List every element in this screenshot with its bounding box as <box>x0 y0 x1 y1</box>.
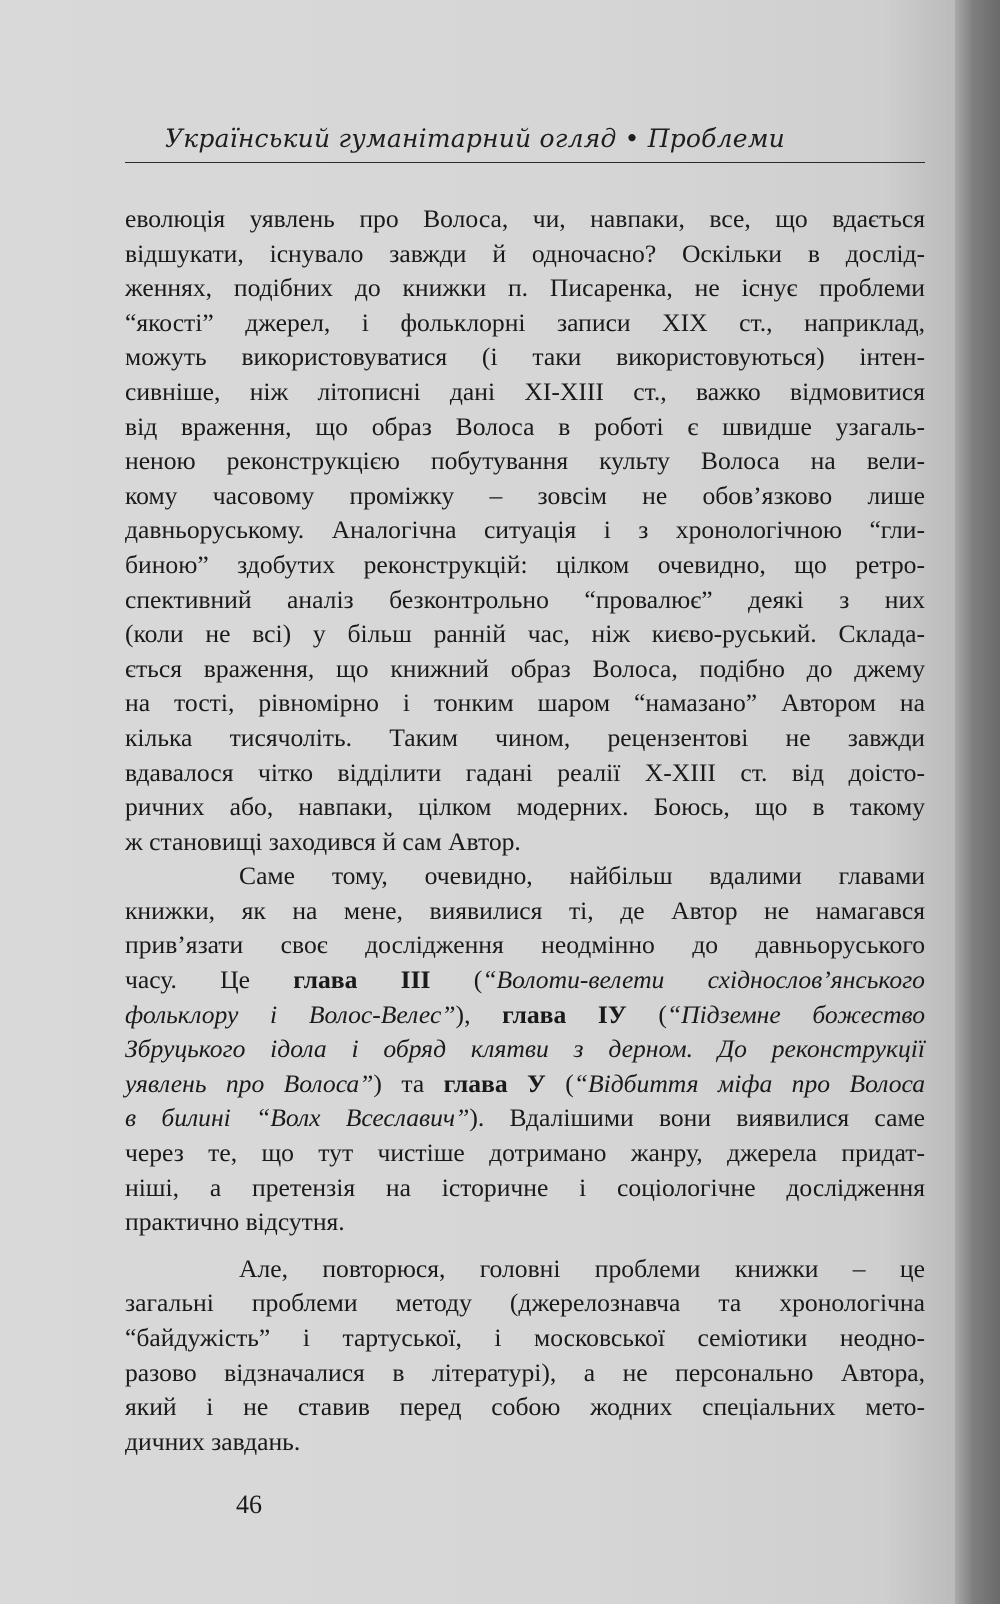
running-title: Український гуманітарний огляд • Проблеми <box>164 124 785 153</box>
text-line: через те, що тут чистіше дотримано жанру, джерела придат- <box>125 1138 925 1168</box>
text-run: часу. Це <box>125 965 294 995</box>
text-line: Але, повторюся, головні проблеми книжки – це <box>239 1253 925 1283</box>
text-line: кілька тисячоліть. Таким чином, рецензентові не завжди <box>125 722 925 752</box>
text-line: можуть використовуватися (і таки використовуються) інтен- <box>125 342 925 372</box>
text-line: ричних або, навпаки, цілком модерних. Боюсь, що в такому <box>125 792 925 822</box>
paragraph-spacer <box>125 1240 925 1252</box>
text-line: “байдужість” і тартуської, і московської семіотики неодно- <box>125 1323 925 1352</box>
text-line: який і не ставив перед собою жодних спеціальних мето- <box>125 1392 925 1422</box>
text-run: ( <box>545 1068 574 1098</box>
text-line: вдавалося чітко відділити гадані реалії X-XIII ст. від доісто- <box>125 757 925 787</box>
text-line: практично відсутня. <box>125 1207 345 1237</box>
text-line: загальні проблеми методу (джерелознавча та хронологічна <box>125 1288 925 1318</box>
text-line: кому часовому проміжку – зовсім не обов’язково лише <box>125 480 925 510</box>
text-line: прив’язати своє дослідження неодмінно до давньоруського <box>125 930 925 960</box>
chapter-ref-iv: глава IУ <box>502 999 627 1029</box>
text-line: ніші, а претензія на історичне і соціологічне дослідження <box>125 1172 925 1202</box>
text-line: сивніше, ніж літописні дані XI-XIII ст., важко відмовитися <box>125 376 925 406</box>
text-line: неною реконструкцією побутування культу Волоса на вели- <box>125 446 925 476</box>
text-line <box>125 1067 925 1102</box>
text-line: (коли не всі) у більш ранній час, ніж києво-руський. Склада- <box>125 619 925 649</box>
text-run: ) та <box>373 1068 444 1098</box>
chapter-title-iv-end: уявлень про Волоса” <box>125 1068 374 1098</box>
text-run: ( <box>430 965 483 995</box>
chapter-ref-v: глава У <box>443 1068 546 1098</box>
text-line: разово відзначалися в літературі), а не персонально Автора, <box>125 1357 925 1387</box>
text-line <box>125 998 925 1033</box>
text-line: женнях, подібних до книжки п. Писаренка, не існує проблеми <box>125 273 925 303</box>
text-run: ( <box>626 999 667 1029</box>
text-line: відшукати, існувало завжди й одночасно? Оскільки в дослід- <box>125 238 925 268</box>
text-line <box>125 963 925 998</box>
page-edge-shadow <box>955 0 1000 1604</box>
text-line: на тості, рівномірно і тонким шаром “намазано” Автором на <box>125 688 925 718</box>
text-line: давньоруському. Аналогічна ситуація і з хронологічною “гли- <box>125 515 925 545</box>
text-line: книжки, як на мене, виявилися ті, де Автор не намагався <box>125 895 925 925</box>
text-run: ), <box>455 999 503 1029</box>
text-line: еволюція уявлень про Волоса, чи, навпаки, все, що вдається <box>125 204 925 233</box>
chapter-title-v-cont: в билині “Волх Всеславич” <box>125 1103 470 1133</box>
text-line: ється враження, що книжний образ Волоса, подібно до джему <box>125 653 925 683</box>
text-line: спективний аналіз безконтрольно “провалює” деякі з них <box>125 584 925 614</box>
text-line: ж становищі заходився й сам Автор. <box>125 826 521 856</box>
chapter-title-iv: “Підземне божество <box>666 999 925 1029</box>
text-run: ). Вдалішими вони виявилися саме <box>469 1103 925 1133</box>
text-line: від враження, що образ Волоса в роботі є швидше узагаль- <box>125 411 925 441</box>
text-line: дичних завдань. <box>125 1426 301 1456</box>
text-line <box>125 1101 925 1136</box>
chapter-title-iii-cont: фольклору і Волос-Велес” <box>125 999 456 1029</box>
text-line: биною” здобутих реконструкцій: цілком очевидно, що ретро- <box>125 549 925 579</box>
body-text <box>125 202 925 1459</box>
chapter-ref-iii: глава III <box>293 965 431 995</box>
chapter-title-iii: “Волоти-велети східнослов’янського <box>482 965 925 995</box>
text-line: “якості” джерел, і фольклорні записи XIX ст., наприклад, <box>125 307 925 337</box>
text-line: Саме тому, очевидно, найбільш вдалими главами <box>239 861 925 891</box>
running-header <box>125 118 925 163</box>
chapter-title-iv-cont: Збруцького ідола і обряд клятви з дерном. До реконструкції <box>125 1034 925 1064</box>
chapter-title-v: “Відбиття міфа про Волоса <box>573 1068 925 1098</box>
page-number: 46 <box>236 1490 262 1519</box>
